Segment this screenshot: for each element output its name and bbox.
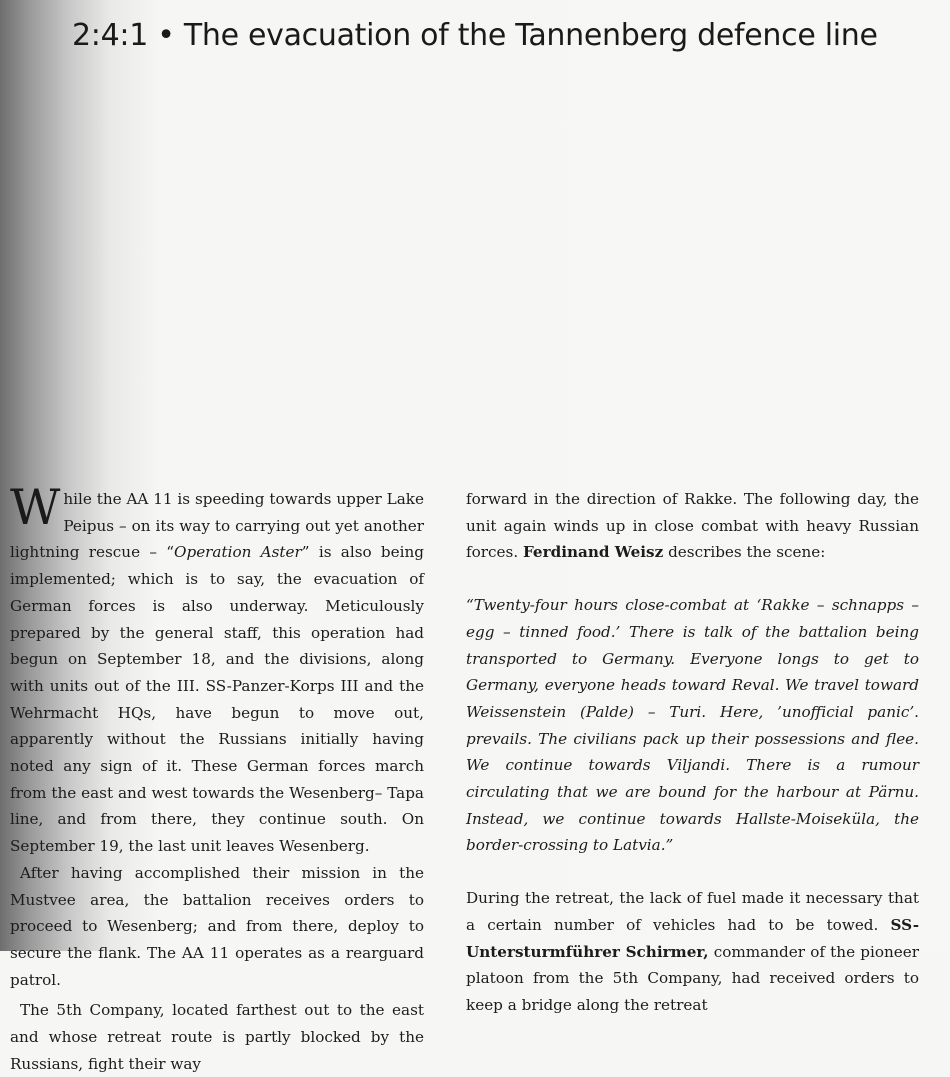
person-name-weisz: Ferdinand Weisz	[522, 543, 664, 562]
person-name-schirmer: SS-Untersturmführer Schirmer,	[466, 915, 920, 961]
paragraph-rakke-text-b: describes the scene:	[668, 543, 826, 562]
paragraph-retreat	[466, 885, 919, 1019]
spacer	[466, 859, 919, 885]
drop-cap: W	[10, 479, 61, 536]
page-title: 2:4:1 • The evacuation of the Tannenberg defence line	[72, 18, 878, 53]
quote-weisz: “Twenty-four hours close-combat at ‘Rakke – schnapps – egg – tinned food.’ There is talk of the battalion being transported to Germany. Everyone longs to get to Germany, everyone heads toward Reval. We travel toward Weissenstein (Palde) – Turi. Here, ’unofficial panic’. prevails. The civilians pack up their possessions and flee. We continue towards Viljandi. There is a rumour circulating that we are bound for the harbour at Pärnu. Instead, we continue towards Hallste-Moiseküla, the border-crossing to Latvia.”	[466, 596, 919, 855]
left-column	[10, 479, 424, 1077]
paragraph-5th-company: The 5th Company, located farthest out to the east and whose retreat route is partly blocked by the Russians, fight their way	[10, 1001, 424, 1073]
operation-name: Operation Aster	[174, 543, 302, 562]
paragraph-mustvee: After having accomplished their mission in the Mustvee area, the battalion receives orders to proceed to Wesenberg; and from there, deploy to secure the flank. The AA 11 operates as a rearguard patrol.	[10, 863, 424, 989]
paragraph-rakke	[466, 486, 919, 566]
paragraph-retreat-text-b: commander of the pioneer platoon from the 5th Company, had received orders to keep a bridge along the retreat	[466, 942, 919, 1014]
paragraph-intro-text-a: hile the AA 11 is speeding towards upper Lake Peipus – on its way to carrying out yet another lightning rescue – “	[10, 490, 424, 562]
spacer	[466, 566, 919, 592]
right-column	[466, 486, 919, 1019]
paragraph-rakke-text-a: forward in the direction of Rakke. The following day, the unit again winds up in close combat with heavy Russian forces.	[466, 490, 919, 562]
paragraph-intro-text-b: ” is also being implemented; which is to say, the evacuation of German forces is also underway. Meticulously prepared by the general staff, this operation had begun on September 18, and the divisions, along with units out of the III. SS-Panzer-Korps III and the Wehrmacht HQs, have begun to move out, apparently without the Russians initially having noted any sign of it. These German forces march from the east and west towards the Wesenberg– Tapa line, and from there, they continue south. On September 19, the last unit leaves Wesenberg.	[10, 543, 424, 856]
paragraph-intro	[10, 479, 424, 860]
paragraph-retreat-text-a: During the retreat, the lack of fuel made it necessary that a certain number of vehicles had to be towed.	[466, 889, 919, 934]
